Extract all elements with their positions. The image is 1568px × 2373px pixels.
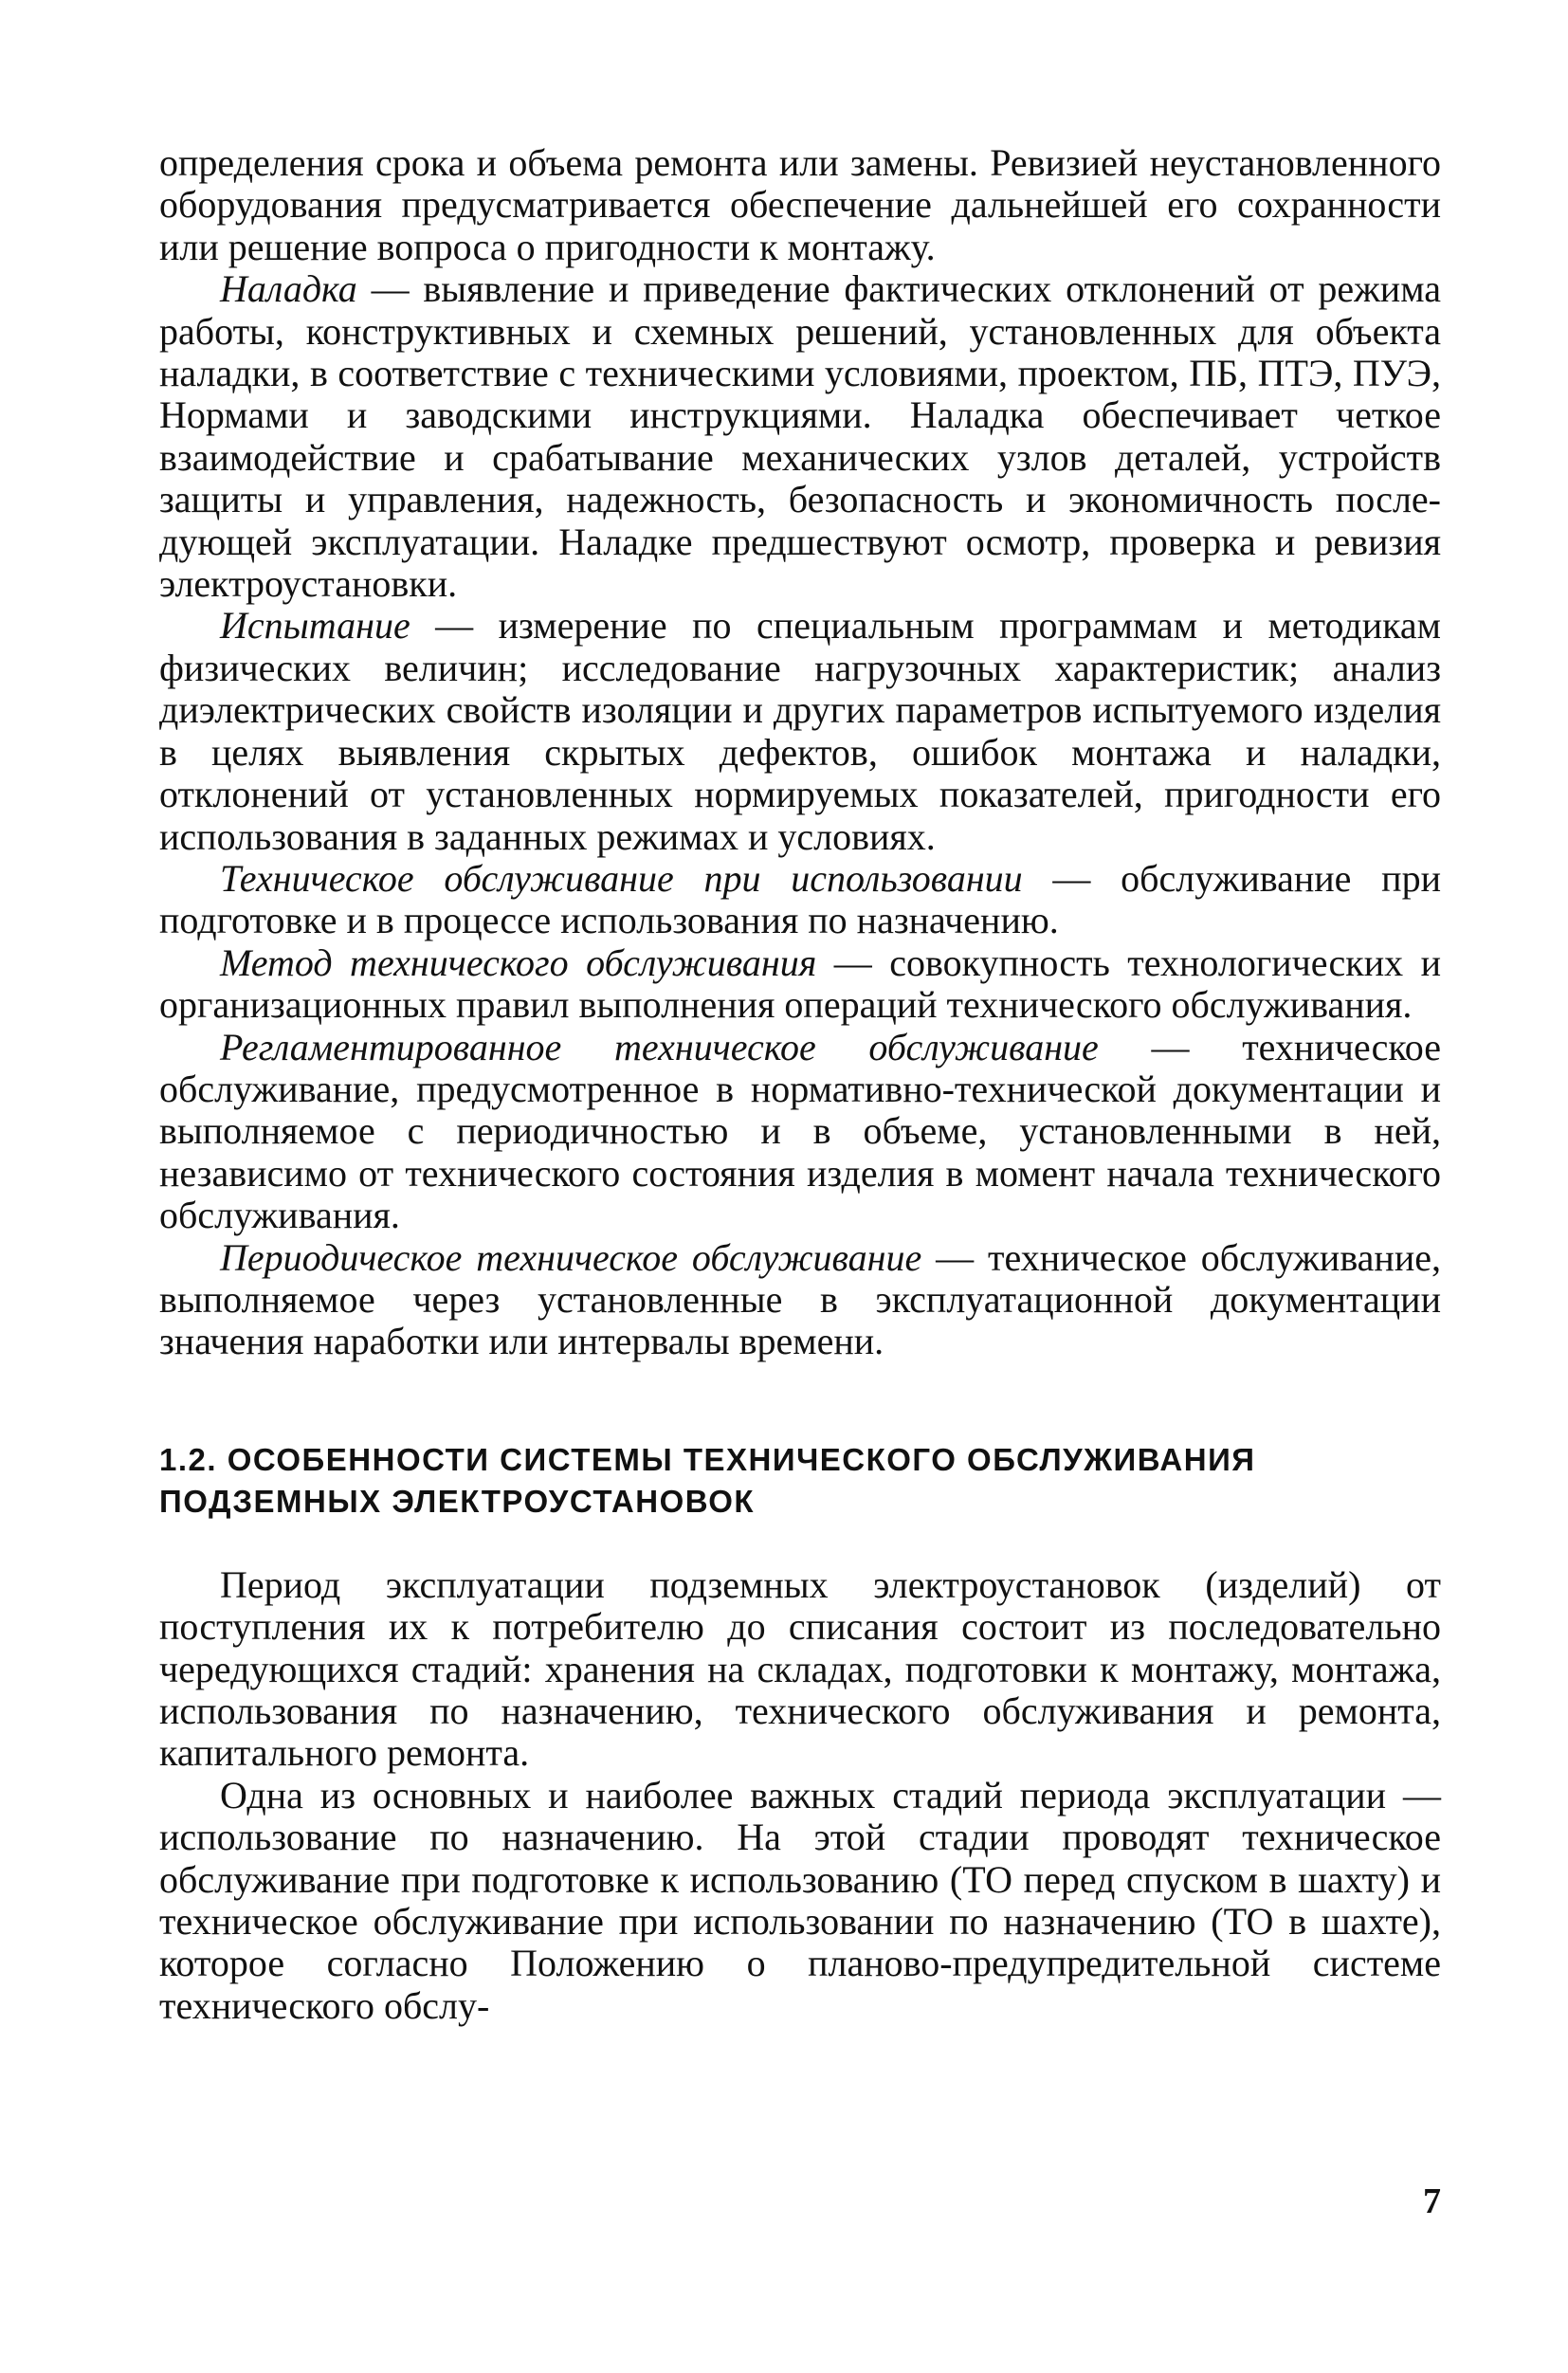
paragraph-text: — техническое обслуживание, выполняемое через установленные в эксплуатационной документации значения наработки или интервалы времени. [159, 1235, 1441, 1363]
paragraph-text: — обслуживание при подготовке и в процессе использования по назначению. [159, 856, 1441, 942]
paragraph-text: — выявление и приведение фактических отклонений от режима работы, конструктивных и схемных решений, установленных для объекта наладки, в соответствие с техническими условиями, проектом, ПБ, ПТЭ, ПУЭ, Нормами и заводскими инструкциями. Наладка обеспечивает четкое взаимодействие и срабатывание механических узлов деталей, устройств защиты и управления, надежность, безопасность и экономичность последующей эксплуатации. Наладке предшествуют осмотр, проверка и ревизия электроустановки. [159, 267, 1441, 606]
paragraph-text: — измерение по специальным программам и методикам физических величин; исследование нагрузочных характеристик; анализ диэлектрических свойств изоляции и других параметров испытуемого изделия в целях выявления скрытых дефектов, ошибок монтажа и наладки, отклонений от установленных нормируемых показателей, пригодности его использования в заданных режимах и условиях. [159, 604, 1441, 858]
paragraph-text: — техническое обслуживание, предусмотренное в нормативно-технической документации и выполняемое с периодичностью и в объеме, установленными в ней, независимо от технического состояния изделия в момент начала технического обслуживания. [159, 1025, 1441, 1237]
page-number: 7 [1423, 2181, 1441, 2221]
term-to-pri-ispolzovanii: Техническое обслуживание при использовании [220, 856, 1023, 900]
paragraph-metod-to [159, 942, 1441, 1027]
paragraph-revision-end [159, 142, 1441, 268]
section-paragraph-stadii: Одна из основных и наиболее важных стадий периода эксплуатации — использование по назначению. На этой стадии проводят техническое обслуживание при подготовке к использованию (ТО перед спуском в шахту) и техническое обслуживание при использовании по назначению (ТО в шахте), которое согласно Положению о планово-предупредительной системе технического обслу- [159, 1773, 1441, 2027]
paragraph-reglament-to [159, 1027, 1441, 1237]
term-periodich-to: Периодическое техническое обслуживание [220, 1235, 922, 1279]
paragraph-text: — совокупность технологических и организационных правил выполнения операций технического обслуживания. [159, 940, 1441, 1027]
paragraph-text: определения срока и объема ремонта или замены. Ревизией неустановленного оборудования предусматривается обеспечение дальнейшей его сохранности или решение вопроса о пригодности к монтажу. [159, 141, 1441, 268]
term-naladka: Наладка [220, 267, 357, 311]
paragraph-ispytanie [159, 605, 1441, 857]
page-body [159, 142, 1441, 2027]
paragraph-periodich-to [159, 1237, 1441, 1363]
paragraph-to-pri-ispolzovanii [159, 858, 1441, 942]
term-reglament-to: Регламентированное техническое обслуживание [220, 1025, 1099, 1068]
section-paragraph-period: Период эксплуатации подземных электроустановок (изделий) от поступления их к потребителю до списания состоит из последовательно чередующихся стадий: хранения на складах, подготовки к монтажу, монтажа, использования по назначению, технического обслуживания и ремонта, капитального ремонта. [159, 1562, 1441, 1775]
term-ispytanie: Испытание [220, 604, 410, 648]
term-metod-to: Метод технического обслуживания [220, 940, 817, 984]
paragraph-naladka [159, 268, 1441, 605]
section-heading: 1.2. ОСОБЕННОСТИ СИСТЕМЫ ТЕХНИЧЕСКОГО ОБСЛУЖИВАНИЯ ПОДЗЕМНЫХ ЭЛЕКТРОУСТАНОВОК [159, 1441, 1256, 1519]
